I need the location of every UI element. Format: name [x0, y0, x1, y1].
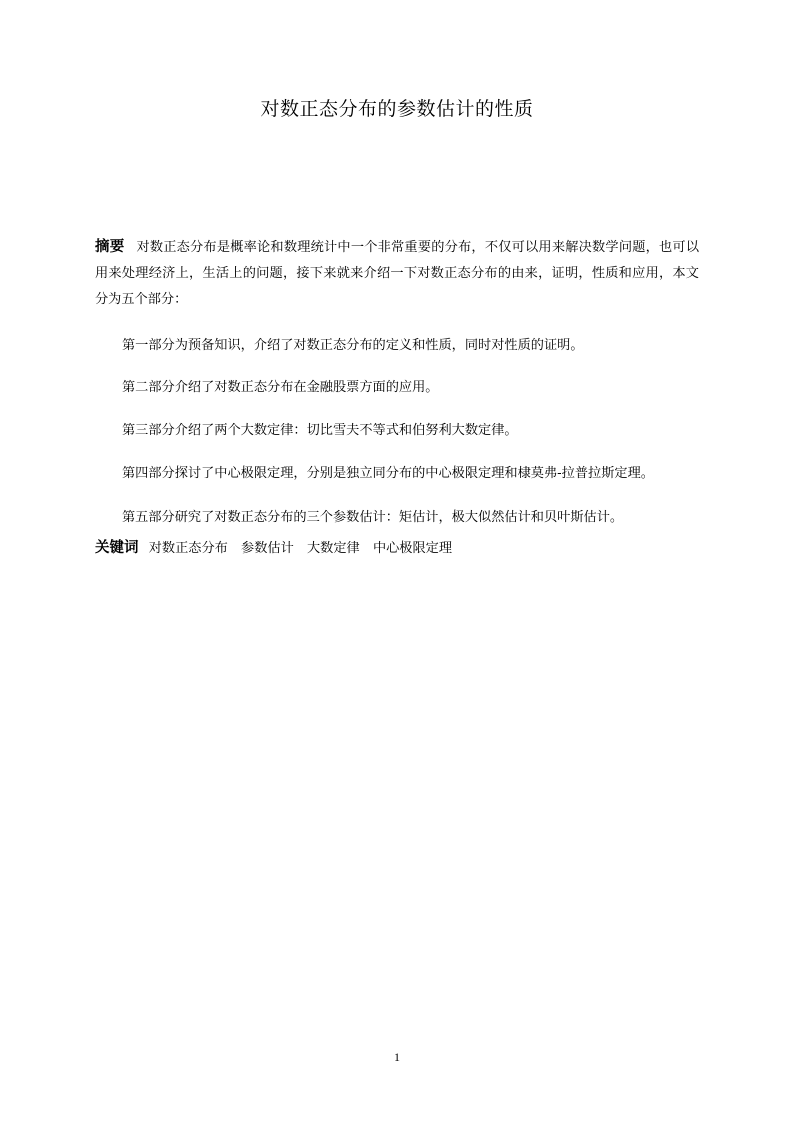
abstract-label: 摘要 — [95, 239, 125, 255]
abstract-paragraph — [95, 234, 699, 313]
keywords-label: 关键词 — [95, 540, 139, 556]
part-one-paragraph: 第一部分为预备知识，介绍了对数正态分布的定义和性质，同时对性质的证明。 — [122, 338, 584, 353]
part-three-paragraph: 第三部分介绍了两个大数定律：切比雪夫不等式和伯努利大数定律。 — [122, 423, 518, 438]
page-number: 1 — [394, 1050, 400, 1064]
part-four-paragraph: 第四部分探讨了中心极限定理，分别是独立同分布的中心极限定理和棣莫弗-拉普拉斯定理。 — [122, 466, 654, 481]
document-title: 对数正态分布的参数估计的性质 — [260, 98, 534, 120]
abstract-text: 对数正态分布是概率论和数理统计中一个非常重要的分布，不仅可以用来解决数学问题，也可以用来处理经济上，生活上的问题，接下来就来介绍一下对数正态分布的由来，证明，性质和应用，本文分为五个部分： — [95, 240, 700, 307]
part-two-paragraph: 第二部分介绍了对数正态分布在金融股票方面的应用。 — [122, 380, 439, 395]
keyword-item: 对数正态分布 — [148, 541, 228, 556]
keywords-line — [95, 536, 699, 561]
keyword-item: 大数定律 — [306, 541, 360, 556]
keyword-item: 参数估计 — [241, 541, 294, 556]
keyword-item: 中心极限定理 — [372, 541, 453, 556]
part-five-paragraph: 第五部分研究了对数正态分布的三个参数估计：矩估计，极大似然估计和贝叶斯估计。 — [122, 510, 624, 525]
